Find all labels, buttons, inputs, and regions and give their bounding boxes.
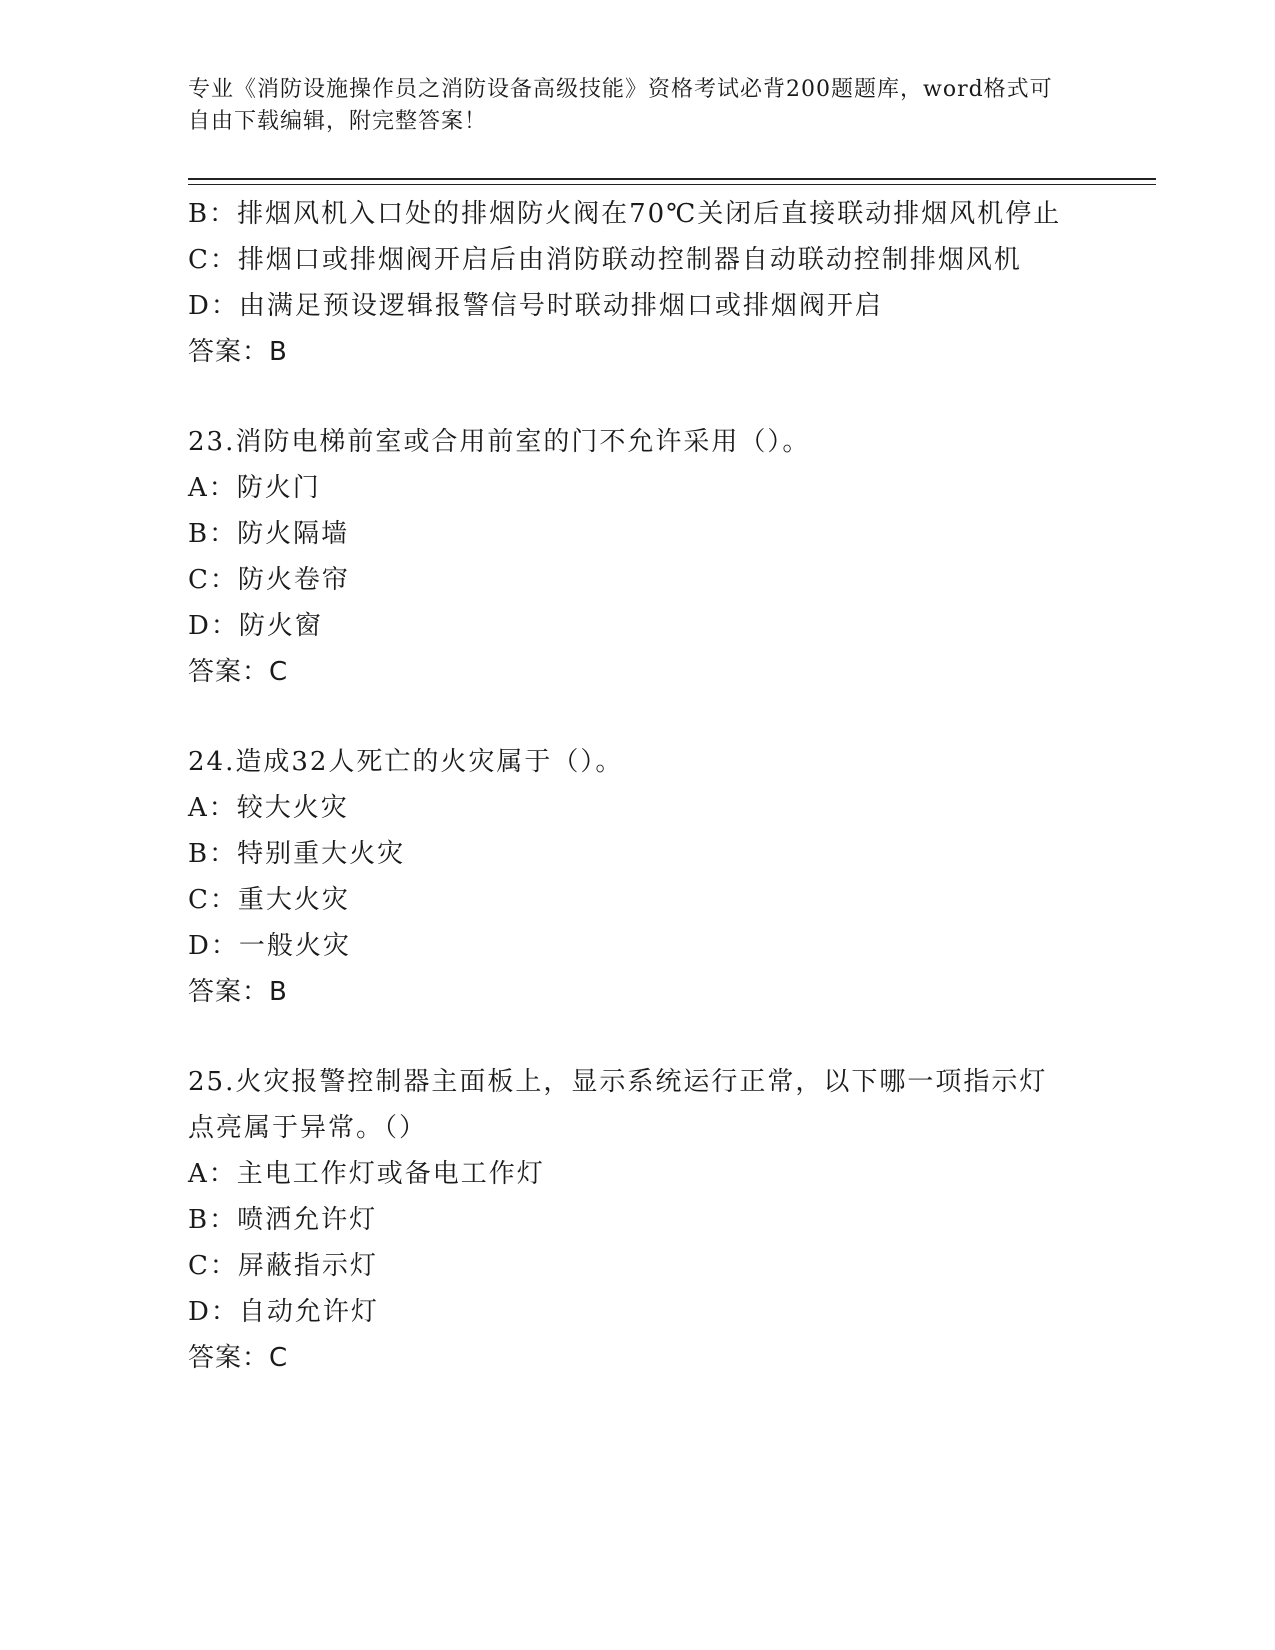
option-b: B：喷洒允许灯 [188,1205,378,1235]
option-c: C：屏蔽指示灯 [188,1251,378,1281]
option-a: A：主电工作灯或备电工作灯 [188,1159,545,1189]
option-b: B：特别重大火灾 [188,839,406,869]
spacer [188,375,1088,419]
option-d: D：自动允许灯 [188,1297,379,1327]
option-b: B：排烟风机入口处的排烟防火阀在70℃关闭后直接联动排烟风机停止 [188,199,1062,229]
header-divider-thin [188,184,1156,185]
option-c: C：防火卷帘 [188,565,350,595]
option-b: B：防火隔墙 [188,519,350,549]
option-d: D：由满足预设逻辑报警信号时联动排烟口或排烟阀开启 [188,291,883,321]
document-header: 专业《消防设施操作员之消防设备高级技能》资格考试必背200题题库，word格式可自由下载编辑，附完整答案！ [188,77,1053,134]
answer-line: 答案：B [188,337,288,367]
question-stem: 24.造成32人死亡的火灾属于（）。 [188,747,624,777]
question-stem: 23.消防电梯前室或合用前室的门不允许采用（）。 [188,427,811,457]
question-25 [188,1059,1088,1381]
answer-line: 答案：C [188,1343,289,1373]
option-c: C：排烟口或排烟阀开启后由消防联动控制器自动联动控制排烟风机 [188,245,1022,275]
option-d: D：防火窗 [188,611,323,641]
question-22-continued [188,191,1088,375]
option-a: A：较大火灾 [188,793,349,823]
answer-line: 答案：B [188,977,288,1007]
header-divider-thick [188,178,1156,180]
spacer [188,695,1088,739]
answer-line: 答案：C [188,657,289,687]
option-d: D：一般火灾 [188,931,351,961]
question-23 [188,419,1088,695]
option-c: C：重大火灾 [188,885,350,915]
option-a: A：防火门 [188,473,321,503]
question-24 [188,739,1088,1015]
question-stem: 25.火灾报警控制器主面板上，显示系统运行正常，以下哪一项指示灯点亮属于异常。（） [188,1067,1048,1143]
question-list [188,191,1088,1381]
spacer [188,1015,1088,1059]
